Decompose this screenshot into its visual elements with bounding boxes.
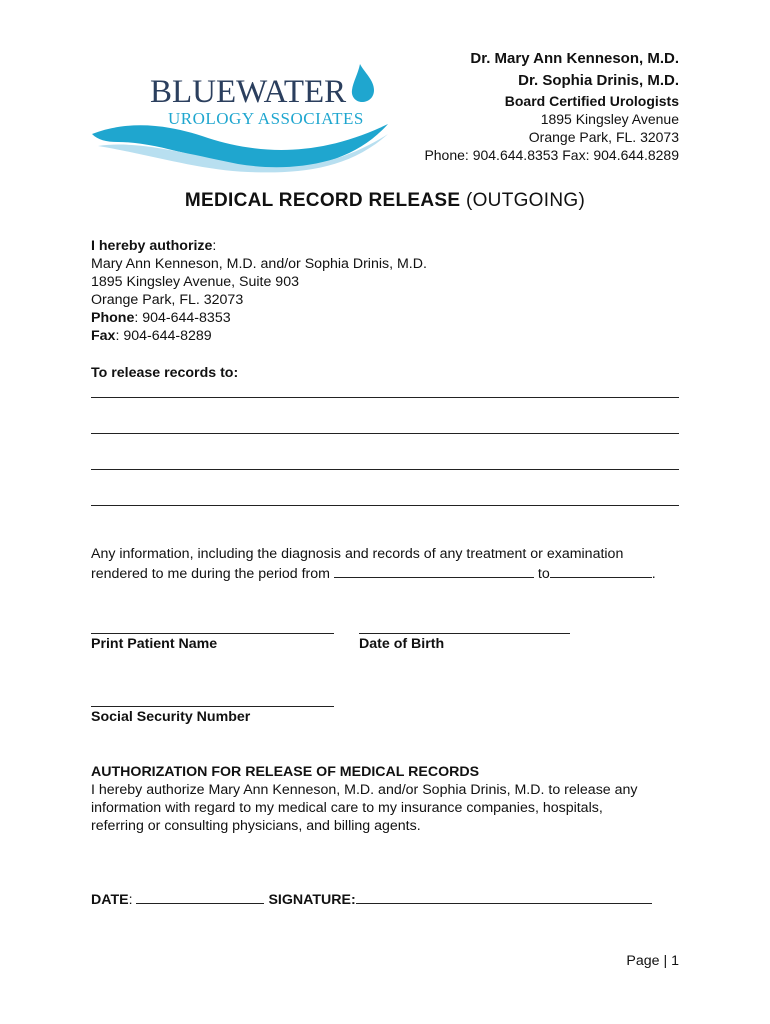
authorization-line-3: referring or consulting physicians, and billing agents. bbox=[91, 818, 421, 834]
phone-value: : 904-644-8353 bbox=[134, 310, 231, 326]
date-field[interactable] bbox=[136, 889, 264, 904]
release-to-line-1[interactable] bbox=[91, 397, 679, 398]
logo-subtitle: UROLOGY ASSOCIATES bbox=[168, 109, 364, 128]
signature-colon: : bbox=[350, 892, 356, 908]
info-paragraph bbox=[91, 545, 691, 583]
patient-name-line[interactable] bbox=[91, 633, 334, 634]
info-end: . bbox=[651, 566, 656, 582]
period-from-field[interactable] bbox=[334, 563, 534, 578]
authorize-block bbox=[91, 237, 427, 345]
page-number: Page | 1 bbox=[626, 953, 679, 969]
practice-header bbox=[424, 50, 679, 164]
document-title bbox=[0, 190, 770, 212]
doctor-2: Dr. Sophia Drinis, M.D. bbox=[518, 72, 679, 89]
authorization-heading: AUTHORIZATION FOR RELEASE OF MEDICAL RECORDS bbox=[91, 764, 480, 780]
ssn-line[interactable] bbox=[91, 706, 334, 707]
authorize-address: 1895 Kingsley Avenue, Suite 903 bbox=[91, 274, 299, 290]
authorization-line-2: information with regard to my medical care to my insurance companies, hospitals, bbox=[91, 800, 603, 816]
release-to-line-4[interactable] bbox=[91, 505, 679, 506]
phone-label: Phone bbox=[91, 310, 135, 326]
signature-field[interactable] bbox=[356, 889, 652, 904]
dob-line[interactable] bbox=[359, 633, 570, 634]
info-line-2: rendered to me during the period from bbox=[91, 566, 330, 582]
fax-value: : 904-644-8289 bbox=[115, 328, 212, 344]
release-to-line-3[interactable] bbox=[91, 469, 679, 470]
specialty: Board Certified Urologists bbox=[504, 93, 679, 109]
signature-row bbox=[91, 889, 691, 909]
practice-address: 1895 Kingsley Avenue bbox=[540, 111, 679, 127]
date-label: DATE bbox=[91, 892, 129, 908]
period-to-label: to bbox=[537, 566, 550, 582]
authorize-colon: : bbox=[212, 238, 217, 254]
release-to-label: To release records to: bbox=[91, 365, 239, 381]
period-to-field[interactable] bbox=[550, 563, 652, 578]
authorize-city: Orange Park, FL. 32073 bbox=[91, 292, 244, 308]
release-to-line-2[interactable] bbox=[91, 433, 679, 434]
title-main: MEDICAL RECORD RELEASE bbox=[184, 190, 461, 211]
signature-label: SIGNATURE bbox=[268, 892, 351, 908]
ssn-label: Social Security Number bbox=[91, 709, 251, 725]
logo-wordmark: BLUEWATER bbox=[150, 74, 347, 110]
bluewater-logo bbox=[88, 62, 398, 174]
practice-phone-fax: Phone: 904.644.8353 Fax: 904.644.8289 bbox=[424, 147, 679, 163]
fax-label: Fax bbox=[91, 328, 116, 344]
authorize-label: I hereby authorize bbox=[91, 238, 213, 254]
info-line-1: Any information, including the diagnosis and records of any treatment or examination bbox=[91, 546, 624, 562]
water-drop-icon bbox=[352, 64, 374, 102]
date-colon: : bbox=[128, 892, 133, 908]
title-suffix: (OUTGOING) bbox=[465, 190, 586, 211]
practice-city: Orange Park, FL. 32073 bbox=[528, 129, 679, 145]
doctor-1: Dr. Mary Ann Kenneson, M.D. bbox=[470, 50, 679, 67]
dob-label: Date of Birth bbox=[359, 636, 445, 652]
patient-name-label: Print Patient Name bbox=[91, 636, 218, 652]
authorize-names: Mary Ann Kenneson, M.D. and/or Sophia Drinis, M.D. bbox=[91, 256, 427, 272]
authorization-block bbox=[91, 763, 691, 835]
authorization-line-1: I hereby authorize Mary Ann Kenneson, M.D. and/or Sophia Drinis, M.D. to release any bbox=[91, 782, 638, 798]
